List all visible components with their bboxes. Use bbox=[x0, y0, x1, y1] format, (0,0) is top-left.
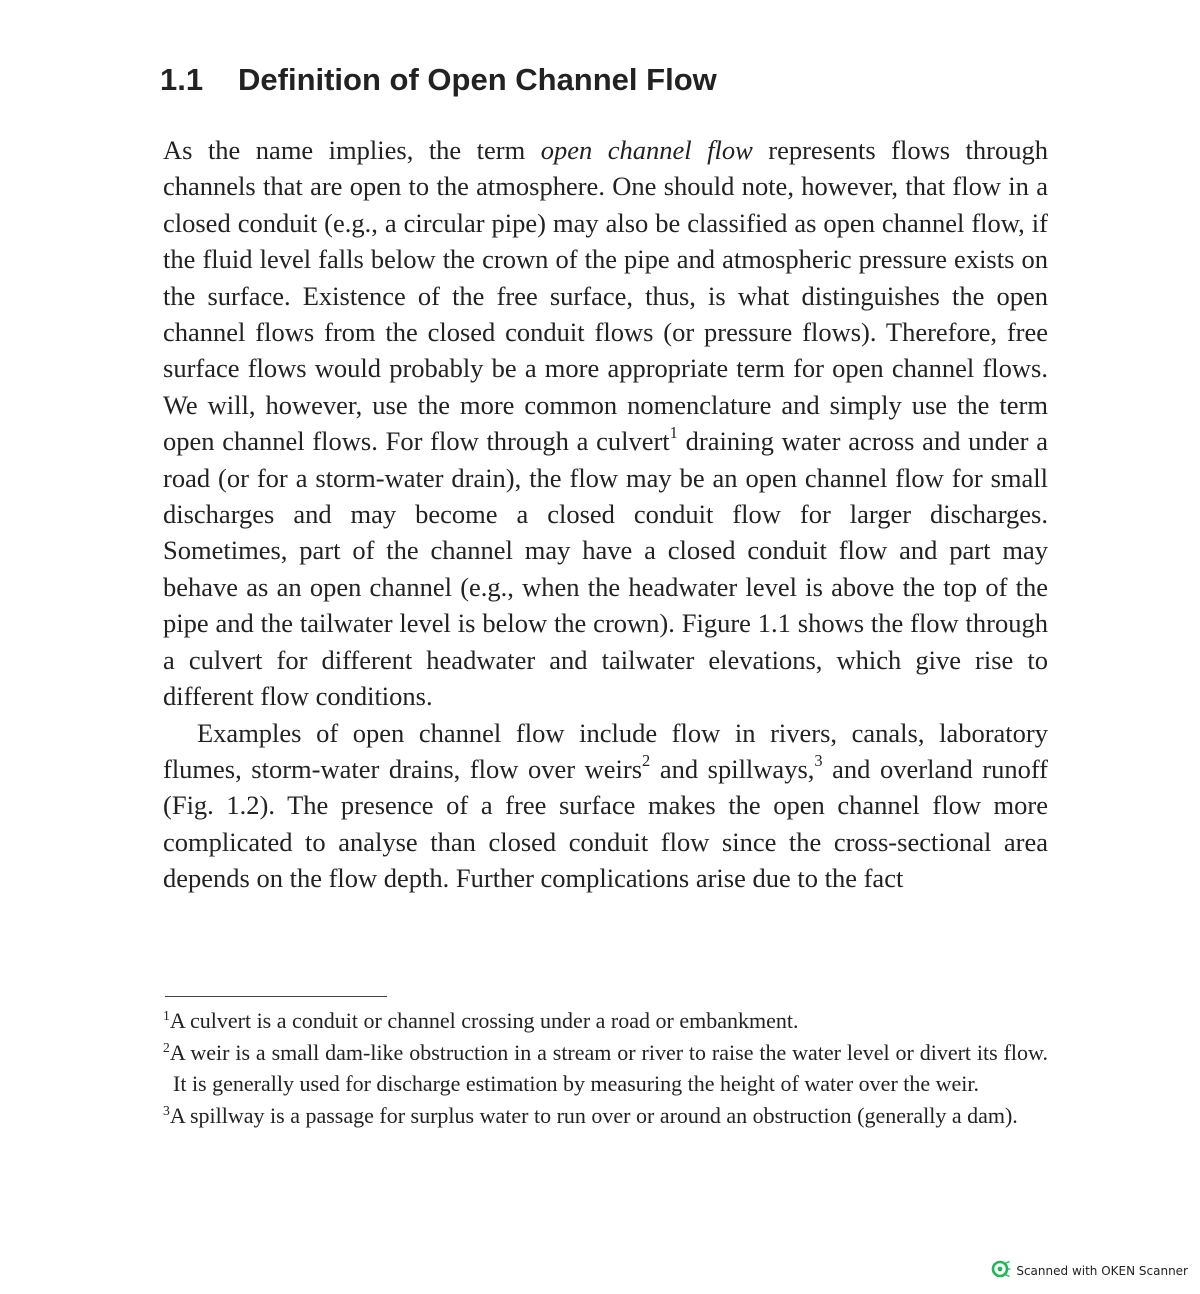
footnote-3-text: A spillway is a passage for surplus water to run over or around an obstruction (generally a dam). bbox=[169, 1102, 1018, 1128]
footnote-3 bbox=[163, 1100, 1048, 1132]
footnote-2-text: A weir is a small dam-like obstruction in a stream or river to raise the water level or divert its flow. It is generally used for discharge estimation by measuring the height of water over the weir. bbox=[169, 1039, 1048, 1096]
oken-scanner-logo-icon bbox=[991, 1259, 1011, 1282]
footnote-ref-1: 1 bbox=[669, 423, 678, 443]
paragraph-2-text-a: Examples of open channel flow include flow in rivers, canals, laboratory flumes, storm-water drains, flow over weirs bbox=[163, 717, 1048, 784]
paragraph-1-text-a: As the name implies, the term bbox=[163, 135, 541, 165]
paragraph-1 bbox=[163, 132, 1048, 715]
footnote-ref-3: 3 bbox=[814, 751, 823, 771]
body-text bbox=[163, 132, 1048, 897]
scanner-label: Scanned with OKEN Scanner bbox=[1016, 1263, 1188, 1278]
paragraph-1-text-c: draining water across and under a road (or for a storm-water drain), the flow may be an open channel flow for small discharges and may become a closed conduit flow for larger discharges. Sometimes, part of the channel may have a closed conduit flow and part may behave as an open channel (e.g., when the headwater level is above the top of the pipe and the tailwater level is below the crown). Figure 1.1 shows the flow through a culvert for different headwater and tailwater elevations, which give rise to different flow conditions. bbox=[163, 426, 1048, 712]
footnote-2 bbox=[163, 1037, 1048, 1100]
section-title: Definition of Open Channel Flow bbox=[238, 62, 717, 97]
paragraph-2 bbox=[163, 715, 1048, 897]
footnote-ref-2: 2 bbox=[642, 751, 651, 771]
footnote-2-mark: 2 bbox=[163, 1039, 170, 1055]
section-number: 1.1 bbox=[160, 62, 204, 97]
footnote-1-mark: 1 bbox=[163, 1007, 170, 1023]
footnote-divider bbox=[165, 996, 387, 997]
paragraph-2-text-c: and overland runoff (Fig. 1.2). The presence of a free surface makes the open channel flow more complicated to analyse than closed conduit flow since the cross-sectional area depends on the flow depth. Further complications arise due to the fact bbox=[163, 753, 1049, 894]
paragraph-1-text-b: represents flows through channels that are open to the atmosphere. One should note, however, that flow in a closed conduit (e.g., a circular pipe) may also be classified as open channel flow, if the fluid level falls below the crown of the pipe and atmospheric pressure exists on the surface. Existence of the free surface, thus, is what distinguishes the open channel flows from the closed conduit flows (or pressure flows). Therefore, free surface flows would probably be a more appropriate term for open channel flows. We will, however, use the more common nomenclature and simply use the term open channel flows. For flow through a culvert bbox=[163, 135, 1048, 457]
footnotes bbox=[163, 1005, 1048, 1131]
paragraph-2-text-b: and spillways, bbox=[650, 753, 815, 784]
footnote-1-text: A culvert is a conduit or channel crossing under a road or embankment. bbox=[169, 1008, 799, 1033]
term-open-channel-flow: open channel flow bbox=[540, 135, 753, 165]
section-heading bbox=[160, 62, 717, 98]
scanner-watermark bbox=[991, 1259, 1188, 1282]
footnote-1 bbox=[163, 1005, 1048, 1037]
footnote-3-mark: 3 bbox=[163, 1102, 170, 1118]
